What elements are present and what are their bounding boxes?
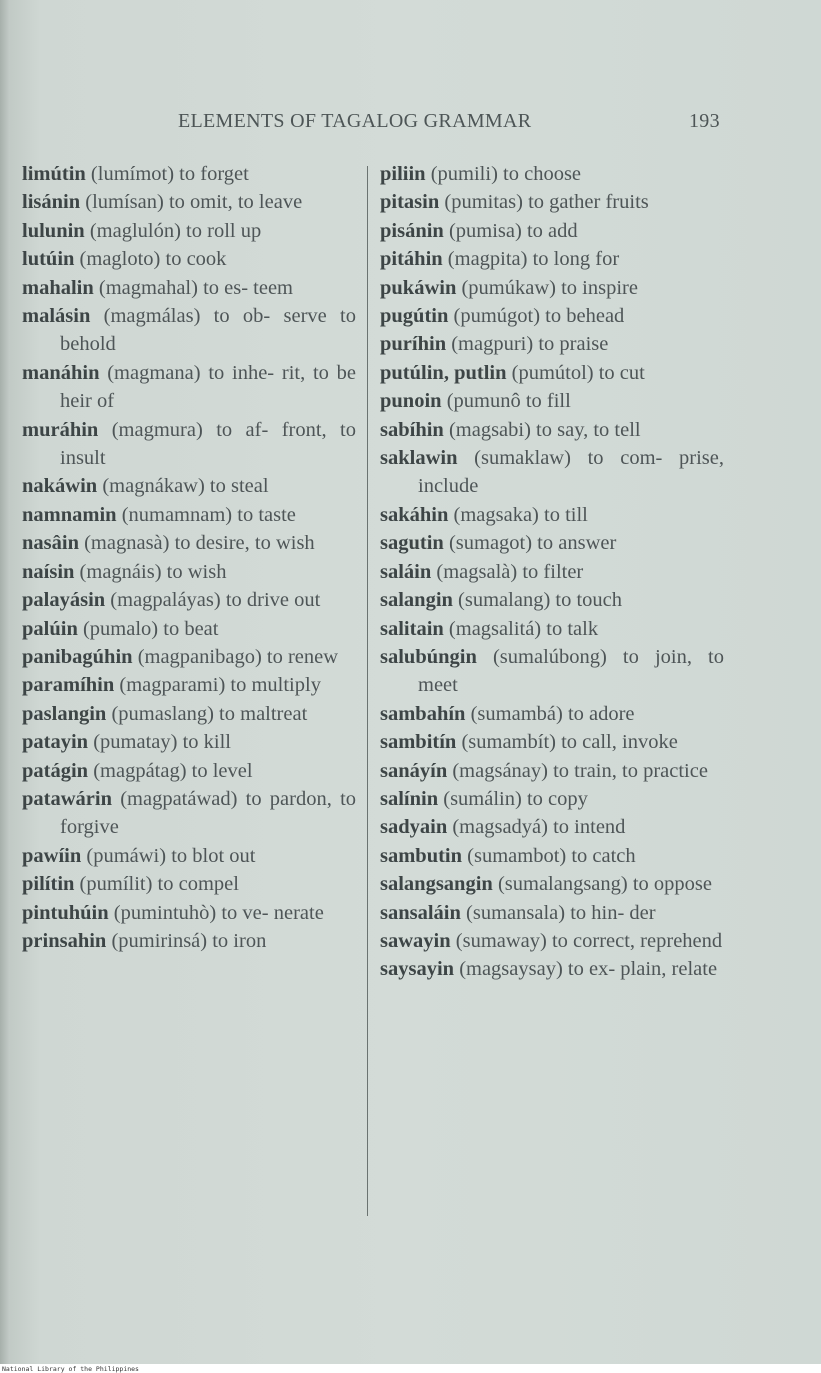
footer-credit: National Library of the Philippines xyxy=(2,1365,139,1373)
entry-headword: nasâin xyxy=(22,532,79,555)
dictionary-entry xyxy=(22,728,356,756)
dictionary-entry xyxy=(380,899,724,927)
entry-headword: malásin xyxy=(22,305,91,328)
entry-headword: puríhin xyxy=(380,333,447,356)
dictionary-entry xyxy=(380,615,724,643)
entry-headword: patawárin xyxy=(22,787,112,810)
entry-gloss: (magparami) to multiply xyxy=(119,674,321,697)
entry-gloss: (pumúkaw) to inspire xyxy=(461,276,638,299)
entry-gloss: (magmahal) to es- teem xyxy=(98,276,294,299)
entry-gloss: (magsabi) to say, to tell xyxy=(448,418,641,441)
entry-headword: palúin xyxy=(22,617,78,640)
entry-headword: sadyain xyxy=(380,816,448,839)
running-header xyxy=(0,110,821,138)
dictionary-entry xyxy=(22,472,356,500)
dictionary-entry xyxy=(22,217,356,245)
entry-gloss: (sumalúbong) to join, to meet xyxy=(418,645,725,697)
entry-headword: saláin xyxy=(380,560,432,583)
dictionary-entry xyxy=(380,757,724,785)
entry-headword: pilítin xyxy=(22,873,75,896)
dictionary-entry xyxy=(380,359,724,387)
entry-gloss: (magmura) to af- front, to insult xyxy=(60,418,357,470)
entry-gloss: (sumalang) to touch xyxy=(458,589,623,612)
entry-gloss: (magloto) to cook xyxy=(79,248,227,271)
entry-headword: sakáhin xyxy=(380,503,449,526)
entry-headword: patayin xyxy=(22,731,89,754)
entry-headword: salubúngin xyxy=(380,645,477,668)
entry-gloss: (pumunô to fill xyxy=(446,390,571,413)
entry-gloss: (magpaláyas) to drive out xyxy=(110,589,321,612)
dictionary-entry xyxy=(22,671,356,699)
entry-gloss: (magpátag) to level xyxy=(93,759,253,782)
entry-gloss: (pumaslang) to maltreat xyxy=(111,702,308,725)
entry-headword: lutúin xyxy=(22,248,75,271)
entry-gloss: (magsaysay) to ex- plain, relate xyxy=(459,958,718,981)
entry-gloss: (sumansala) to hin- der xyxy=(466,901,656,924)
dictionary-entry xyxy=(380,955,724,983)
dictionary-entry xyxy=(22,927,356,955)
dictionary-entry xyxy=(380,444,724,501)
running-title: ELEMENTS OF TAGALOG GRAMMAR xyxy=(178,110,532,132)
entry-headword: patágin xyxy=(22,759,89,782)
entry-gloss: (magnákaw) to steal xyxy=(102,475,269,498)
dictionary-entry xyxy=(380,302,724,330)
entry-gloss: (magnáis) to wish xyxy=(79,560,227,583)
dictionary-entry xyxy=(380,217,724,245)
entry-gloss: (pumisa) to add xyxy=(448,219,578,242)
entry-gloss: (pumútol) to cut xyxy=(511,361,645,384)
entry-headword: sambutin xyxy=(380,844,463,867)
entry-headword: manáhin xyxy=(22,361,100,384)
entry-headword: salangsangin xyxy=(380,873,493,896)
entry-gloss: (magsaka) to till xyxy=(453,503,588,526)
entry-gloss: (pumúgot) to behead xyxy=(453,305,625,328)
dictionary-entry xyxy=(380,501,724,529)
entry-headword: sanáyín xyxy=(380,759,448,782)
dictionary-entry xyxy=(22,245,356,273)
column-divider xyxy=(367,166,368,1216)
entry-headword: naísin xyxy=(22,560,75,583)
entry-headword: piliin xyxy=(380,163,426,185)
entry-gloss: (magmálas) to ob- serve to behold xyxy=(60,305,356,356)
dictionary-entry xyxy=(22,899,356,927)
dictionary-entry xyxy=(380,274,724,302)
entry-headword: lulunin xyxy=(22,219,85,242)
dictionary-entry xyxy=(22,870,356,898)
entry-headword: paslangin xyxy=(22,702,107,725)
dictionary-entry xyxy=(380,558,724,586)
entry-gloss: (magsánay) to train, to practice xyxy=(452,759,708,782)
entry-gloss: (sumalangsang) to oppose xyxy=(497,873,713,896)
dictionary-entry xyxy=(22,785,356,842)
entry-gloss: (sumaklaw) to com- prise, include xyxy=(418,447,724,498)
page-number: 193 xyxy=(689,110,720,132)
entry-gloss: (pumirinsá) to iron xyxy=(111,929,267,952)
entry-headword: pugútin xyxy=(380,305,449,328)
dictionary-entry xyxy=(380,870,724,898)
entry-gloss: (sumambot) to catch xyxy=(467,844,636,867)
dictionary-entry xyxy=(22,302,356,359)
entry-gloss: (lumímot) to forget xyxy=(90,163,249,185)
dictionary-entry xyxy=(22,842,356,870)
entry-headword: mahalin xyxy=(22,276,94,299)
entry-headword: sambitín xyxy=(380,731,457,754)
dictionary-entry xyxy=(22,501,356,529)
entry-headword: pisánin xyxy=(380,219,444,242)
entry-headword: pawíin xyxy=(22,844,82,867)
entry-headword: nakáwin xyxy=(22,475,98,498)
dictionary-entry xyxy=(22,558,356,586)
entry-gloss: (sumagot) to answer xyxy=(448,532,617,555)
entry-gloss: (magpatáwad) to pardon, to forgive xyxy=(60,787,357,839)
entry-headword: lisánin xyxy=(22,191,81,214)
dictionary-entry xyxy=(380,927,724,955)
entry-headword: pintuhúin xyxy=(22,901,109,924)
entry-headword: panibagúhin xyxy=(22,645,133,668)
entry-headword: putúlin, putlin xyxy=(380,361,507,384)
dictionary-entry xyxy=(22,615,356,643)
entry-headword: sansaláin xyxy=(380,901,461,924)
entry-gloss: (magsalà) to filter xyxy=(436,560,584,583)
entry-headword: saysayin xyxy=(380,958,455,981)
entry-headword: pitáhin xyxy=(380,248,443,271)
entry-headword: sabíhin xyxy=(380,418,444,441)
entry-gloss: (pumintuhò) to ve- nerate xyxy=(113,901,324,924)
dictionary-entry xyxy=(22,643,356,671)
entry-headword: salínin xyxy=(380,787,439,810)
dictionary-entry xyxy=(22,274,356,302)
dictionary-entry xyxy=(22,757,356,785)
entry-headword: sagutin xyxy=(380,532,444,555)
entry-headword: namnamin xyxy=(22,503,117,526)
entry-gloss: (magsadyá) to intend xyxy=(452,816,626,839)
entry-gloss: (magpuri) to praise xyxy=(451,333,609,356)
dictionary-entry xyxy=(380,700,724,728)
dictionary-entry xyxy=(22,188,356,216)
dictionary-entry xyxy=(380,728,724,756)
dictionary-entry xyxy=(380,416,724,444)
entry-gloss: (magpita) to long for xyxy=(447,248,620,271)
entry-headword: limútin xyxy=(22,163,86,185)
dictionary-entry xyxy=(380,785,724,813)
entry-headword: paramíhin xyxy=(22,674,115,697)
entry-headword: prinsahin xyxy=(22,929,107,952)
dictionary-entry xyxy=(380,586,724,614)
dictionary-entry xyxy=(380,188,724,216)
entry-headword: palayásin xyxy=(22,589,106,612)
entry-gloss: (sumálin) to copy xyxy=(443,787,588,810)
dictionary-entry xyxy=(22,359,356,416)
entry-headword: pitasin xyxy=(380,191,440,214)
entry-headword: salitain xyxy=(380,617,444,640)
entry-headword: sambahín xyxy=(380,702,466,725)
entry-gloss: (magnasà) to desire, to wish xyxy=(84,532,315,555)
entry-gloss: (pumili) to choose xyxy=(430,163,582,185)
dictionary-entry xyxy=(380,643,724,700)
dictionary-entry xyxy=(380,160,724,188)
entry-gloss: (sumaway) to correct, reprehend xyxy=(455,929,723,952)
entry-gloss: (pumitas) to gather fruits xyxy=(444,191,649,214)
dictionary-entry xyxy=(380,813,724,841)
entry-gloss: (lumísan) to omit, to leave xyxy=(85,191,303,214)
dictionary-entry xyxy=(380,387,724,415)
right-column xyxy=(380,160,724,984)
dictionary-entry xyxy=(22,416,356,473)
entry-gloss: (pumatay) to kill xyxy=(93,731,231,754)
entry-gloss: (magmana) to inhe- rit, to be heir of xyxy=(60,361,357,413)
page-binding-edge xyxy=(0,0,10,1364)
entry-gloss: (sumambít) to call, invoke xyxy=(461,731,678,754)
entry-headword: salangin xyxy=(380,589,453,612)
dictionary-entry xyxy=(380,842,724,870)
entry-gloss: (sumambá) to adore xyxy=(470,702,635,725)
dictionary-entry xyxy=(380,245,724,273)
entry-headword: muráhin xyxy=(22,418,99,441)
entry-gloss: (maglulón) to roll up xyxy=(89,219,262,242)
entry-gloss: (numamnam) to taste xyxy=(121,503,296,526)
entry-headword: sawayin xyxy=(380,929,451,952)
dictionary-entry xyxy=(22,700,356,728)
entry-gloss: (pumílit) to compel xyxy=(79,873,239,896)
dictionary-entry xyxy=(380,330,724,358)
entry-gloss: (pumáwi) to blot out xyxy=(86,844,256,867)
entry-gloss: (pumalo) to beat xyxy=(82,617,219,640)
dictionary-entry xyxy=(22,160,356,188)
entry-gloss: (magsalitá) to talk xyxy=(448,617,599,640)
left-column xyxy=(22,160,356,955)
entry-headword: pukáwin xyxy=(380,276,457,299)
dictionary-entry xyxy=(22,586,356,614)
entry-headword: saklawin xyxy=(380,447,458,470)
dictionary-entry xyxy=(22,529,356,557)
dictionary-entry xyxy=(380,529,724,557)
entry-headword: punoin xyxy=(380,390,442,413)
entry-gloss: (magpanibago) to renew xyxy=(137,645,339,668)
